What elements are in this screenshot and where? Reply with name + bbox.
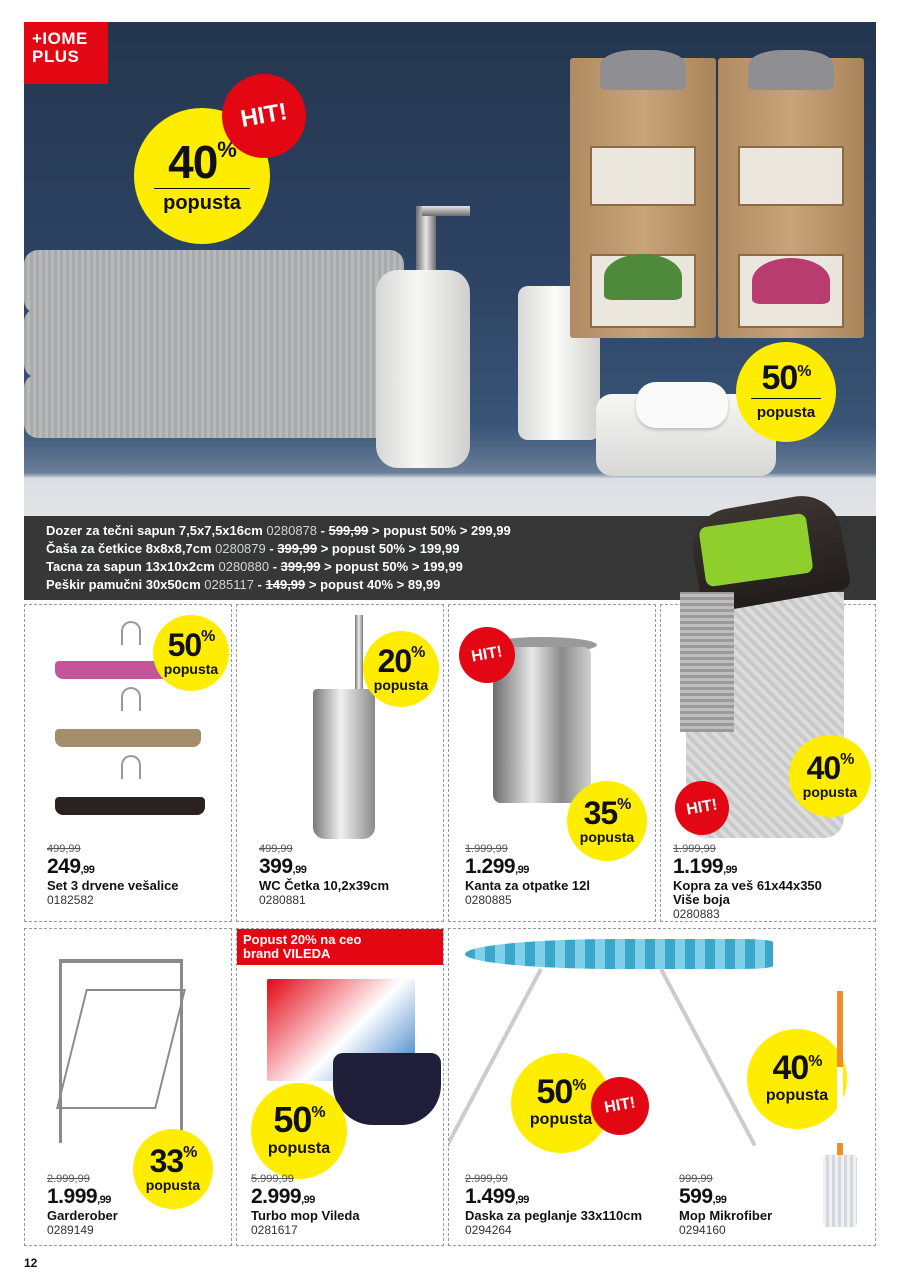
towel-image <box>24 308 416 378</box>
old-price: 499,99 <box>47 843 81 855</box>
home-plus-logo: +IOME PLUS <box>24 22 108 84</box>
product-code: 0182582 <box>47 893 94 907</box>
vileda-promo-banner: Popust 20% na ceo brand VILEDA <box>237 929 444 965</box>
soap-dispenser-image <box>376 270 470 468</box>
towel-image <box>24 250 404 314</box>
hit-badge: HIT! <box>586 1072 653 1139</box>
discount-badge: 33% popusta <box>133 1129 213 1209</box>
discount-badge: 35% popusta <box>567 781 647 861</box>
product-card-clothes-rack[interactable] <box>24 928 232 1246</box>
product-code: 0281617 <box>251 1223 298 1237</box>
product-variant: Više boja <box>673 892 730 907</box>
soap-bar-image <box>636 382 728 428</box>
product-name: Daska za peglanje 33x110cm <box>465 1208 643 1223</box>
old-price: 2.999,99 <box>47 1173 90 1185</box>
price: 249,99 <box>47 855 95 878</box>
price-row: Dozer za tečni sapun 7,5x7,5x16cm 0280878 - 599,99 > popust 50% > 299,99 <box>46 523 511 538</box>
hit-badge: HIT! <box>671 777 734 840</box>
old-price: 499,99 <box>259 843 293 855</box>
product-code: 0294264 <box>465 1223 512 1237</box>
gift-box-image <box>570 58 716 338</box>
price-row: Čaša za četkice 8x8x8,7cm 0280879 - 399,99 > popust 50% > 199,99 <box>46 541 460 556</box>
product-card-trash-bin[interactable] <box>448 604 656 922</box>
hit-badge: HIT! <box>215 67 312 164</box>
plant-icon <box>752 258 830 304</box>
price: 1.999,99 <box>47 1185 111 1208</box>
discount-badge: 50% popusta <box>251 1083 347 1179</box>
discount-badge: 40% popusta <box>789 735 871 817</box>
price: 1.299,99 <box>465 855 529 878</box>
price-row: Peškir pamučni 30x50cm 0285117 - 149,99 > popust 40% > 89,99 <box>46 577 441 592</box>
discount-badge: 20% popusta <box>363 631 439 707</box>
product-name: Set 3 drvene vešalice <box>47 878 179 893</box>
old-price: 2.999,99 <box>465 1173 508 1185</box>
old-price: 999,99 <box>679 1173 713 1185</box>
bow-icon <box>600 50 686 90</box>
product-code: 0294160 <box>679 1223 726 1237</box>
discount-badge: 50% popusta <box>511 1053 611 1153</box>
price-row: Tacna za sapun 13x10x2cm 0280880 - 399,99 > popust 50% > 199,99 <box>46 559 463 574</box>
product-card-turbo-mop[interactable] <box>236 928 444 1246</box>
product-name: Mop Mikrofiber <box>679 1208 773 1223</box>
discount-badge-40: 40% popusta <box>134 108 270 244</box>
old-price: 1.999,99 <box>465 843 508 855</box>
mop-bucket-image <box>333 1053 441 1125</box>
product-code: 0289149 <box>47 1223 94 1237</box>
product-name: Kanta za otpatke 12l <box>465 878 590 893</box>
hanger-image <box>55 729 201 747</box>
price: 1.199,99 <box>673 855 737 878</box>
price: 399,99 <box>259 855 307 878</box>
price: 2.999,99 <box>251 1185 315 1208</box>
ironing-board-image <box>465 939 773 969</box>
product-name: WC Četka 10,2x39cm <box>259 878 390 893</box>
old-price: 1.999,99 <box>673 843 716 855</box>
wc-brush-image <box>313 689 375 839</box>
discount-badge-50: 50% popusta <box>736 342 836 442</box>
product-name: Garderober <box>47 1208 118 1223</box>
wc-brush-handle <box>355 615 363 695</box>
product-card-ironing-board[interactable] <box>448 928 876 1246</box>
product-card-wc-brush[interactable] <box>236 604 444 922</box>
gift-box-image <box>718 58 864 338</box>
bow-icon <box>748 50 834 90</box>
hanger-image <box>55 797 205 815</box>
page-number: 12 <box>24 1256 38 1270</box>
product-card-hangers[interactable] <box>24 604 232 922</box>
product-name: Turbo mop Vileda <box>251 1208 360 1223</box>
old-price: 5.999,99 <box>251 1173 294 1185</box>
soap-dispenser-nozzle <box>422 206 470 216</box>
discount-badge: 50% popusta <box>153 615 229 691</box>
mop-head-image <box>823 1155 857 1227</box>
towel-image <box>24 374 424 438</box>
plant-icon <box>604 254 682 300</box>
discount-badge: 40% popusta <box>747 1029 847 1129</box>
product-code: 0280883 <box>673 907 720 921</box>
hit-badge: HIT! <box>455 623 520 688</box>
product-code: 0280885 <box>465 893 512 907</box>
product-code: 0280881 <box>259 893 306 907</box>
price: 599,99 <box>679 1185 727 1208</box>
product-name: Kopra za veš 61x44x350 <box>673 878 822 893</box>
price: 1.499,99 <box>465 1185 529 1208</box>
